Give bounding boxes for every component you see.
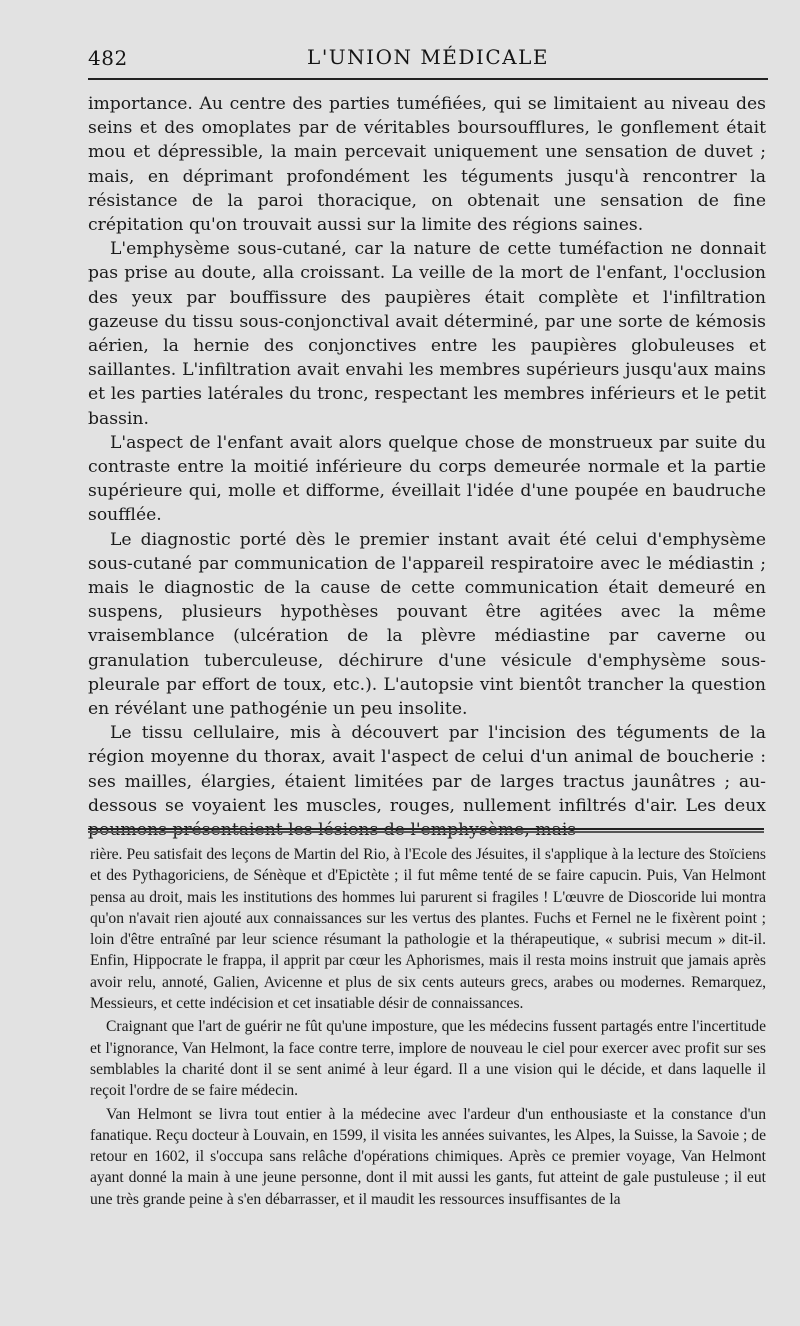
footnote-separator — [88, 828, 764, 830]
body-paragraph: Le tissu cellulaire, mis à découvert par l'incision des téguments de la région moyenne du thorax, avait l'aspect de celui d'un animal de boucherie : ses mailles, élargies, étaient limitées par de larges tractus jaunâtres ; au-dessous se voyaient les muscles, rouges, nullement infiltrés d'air. Les deux poumons présentaient les lésions de l'emphysème, mais — [88, 723, 766, 841]
body-paragraph: L'aspect de l'enfant avait alors quelque chose de monstrueux par suite du contraste entre la moitié inférieure du corps demeurée normale et la partie supérieure qui, molle et difforme, éveillait l'idée d'une poupée en baudruche soufflée. — [88, 432, 766, 526]
body-paragraph: importance. Au centre des parties tuméfiées, qui se limitaient au niveau des seins et des omoplates par de véritables boursoufflures, le gonflement était mou et dépressible, la main percevait uniquement une sensation de duvet ; mais, en déprimant profondément les téguments jusqu'à rencontrer la résistance de la paroi thoracique, on obtenait une sensation de fine crépitation qu'on trouvait aussi sur la limite des régions saines. — [88, 94, 766, 236]
footnote-paragraph: rière. Peu satisfait des leçons de Martin del Rio, à l'Ecole des Jésuites, il s'applique à la lecture des Stoïciens et des Pythagoriciens, de Sénèque et d'Epictète ; il fut même tenté de se faire capucin. Puis, Van Helmont pensa au droit, mais les institutions des hommes lui parurent si fragiles ! L'œuvre de Dioscoride lui montra qu'on n'avait rien ajouté aux connaissances sur les vertus des plantes. Fuchs et Fernel ne le fixèrent point ; loin d'être entraîné par leur science résumant la pathologie et la thérapeutique, « subrisi mecum » dit-il. Enfin, Hippocrate le frappa, il apprit par cœur les Aphorismes, mais il resta moins instruit que jamais après avoir relu, annoté, Galien, Avicenne et plus de six cents auteurs grecs, arabes ou modernes. Remarquez, Messieurs, et cette indécision et cet insatiable désir de connaissances. — [90, 846, 766, 1013]
footnotes — [90, 844, 766, 1212]
article-body — [88, 92, 766, 842]
body-paragraph: Le diagnostic porté dès le premier instant avait été celui d'emphysème sous-cutané par communication de l'appareil respiratoire avec le médiastin ; mais le diagnostic de la cause de cette communication était demeuré en suspens, plusieurs hypothèses pouvant être agitées avec la même vraisemblance (ulcération de la plèvre médiastine par caverne ou granulation tuberculeuse, déchirure d'une vésicule d'emphysème sous-pleurale par effort de toux, etc.). L'autopsie vint bientôt trancher la question en révélant une pathogénie un peu insolite. — [88, 529, 766, 720]
header-rule — [88, 78, 768, 80]
page-number: 482 — [88, 46, 128, 70]
footnote-paragraph: Craignant que l'art de guérir ne fût qu'une imposture, que les médecins fussent partagés entre l'incertitude et l'ignorance, Van Helmont, la face contre terre, implore de nouveau le ciel pour exercer avec profit sur ses semblables la charité dont il se sent animé à leur égard. Il a une vision qui le décide, et dans laquelle il reçoit l'ordre de se faire médecin. — [90, 1018, 766, 1100]
footnote-paragraph: Van Helmont se livra tout entier à la médecine avec l'ardeur d'un enthousiaste et la constance d'un fanatique. Reçu docteur à Louvain, en 1599, il visita les années suivantes, les Alpes, la Suisse, la Savoie ; de retour en 1602, il s'occupa sans relâche d'opérations chimiques. Après ce premier voyage, Van Helmont ayant donné la main à une jeune personne, dont il mit aussi les gants, fut atteint de gale pustuleuse ; il eut une très grande peine à s'en débarrasser, et il maudit les ressources insuffisantes de la — [90, 1105, 766, 1208]
journal-title: L'UNION MÉDICALE — [307, 45, 549, 69]
body-paragraph: L'emphysème sous-cutané, car la nature de cette tuméfaction ne donnait pas prise au doute, alla croissant. La veille de la mort de l'enfant, l'occlusion des yeux par bouffissure des paupières était complète et l'infiltration gazeuse du tissu sous-conjonctival avait déterminé, par une sorte de kémosis aérien, la hernie des conjonctives entre les paupières globuleuses et saillantes. L'infiltration avait envahi les membres supérieurs jusqu'aux mains et les parties latérales du tronc, respectant les membres inférieurs et le petit bassin. — [88, 239, 766, 429]
page-header — [88, 40, 768, 80]
